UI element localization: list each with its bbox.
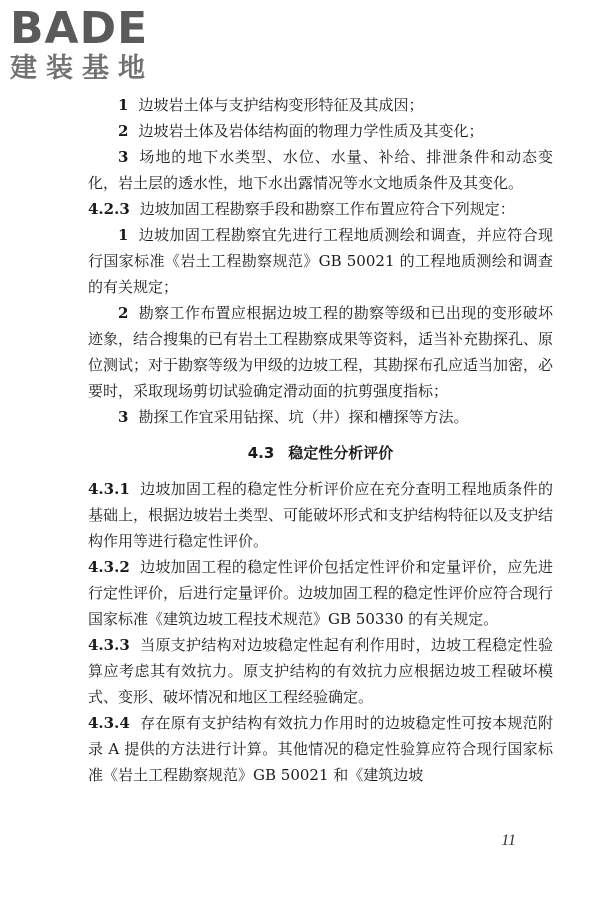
item-text: 勘察工作布置应根据边坡工程的勘察等级和已出现的变形破坏迹象，结合搜集的已有岩土工程勘察成果等资料，适当补充勘探孔、原位测试；对于勘察等级为甲级的边坡工程，其勘探布孔应适当加密，必要时，采取现场剪切试验确定滑动面的抗剪强度指标； — [88, 304, 554, 400]
item-text: 边坡加固工程勘察宜先进行工程地质测绘和调查，并应符合现行国家标准《岩土工程勘察规范》GB 50021 的工程地质测绘和调查的有关规定； — [88, 226, 553, 296]
list-item — [88, 300, 553, 404]
logo-brand-text: BADE — [10, 3, 149, 54]
clause-paragraph — [88, 476, 553, 554]
item-number: 3 — [118, 148, 129, 166]
clause-paragraph — [88, 710, 553, 788]
brand-logo — [10, 3, 180, 86]
clause-text: 边坡加固工程的稳定性评价包括定性评价和定量评价，应先进行定性评价，后进行定量评价。边坡加固工程的稳定性评价应符合现行国家标准《建筑边坡工程技术规范》GB 50330 的有关规定。 — [88, 558, 554, 628]
item-text: 边坡岩土体及岩体结构面的物理力学性质及其变化； — [138, 122, 484, 140]
clause-number: 4.3.4 — [88, 714, 130, 732]
section-heading — [88, 440, 553, 466]
item-number: 2 — [118, 304, 129, 322]
section-number: 4.3 — [247, 444, 275, 462]
list-item — [88, 222, 553, 300]
clause-number: 4.3.2 — [88, 558, 130, 576]
clause-text: 存在原有支护结构有效抗力作用时的边坡稳定性可按本规范附录 A 提供的方法进行计算。其他情况的稳定性验算应符合现行国家标准《岩土工程勘察规范》GB 50021 和《建筑边坡 — [88, 714, 553, 784]
section-title: 稳定性分析评价 — [288, 444, 394, 462]
item-number: 3 — [118, 408, 129, 426]
clause-number: 4.3.1 — [88, 480, 130, 498]
item-text: 边坡岩土体与支护结构变形特征及其成因； — [138, 96, 424, 114]
clause-text: 边坡加固工程勘察手段和勘察工作布置应符合下列规定： — [139, 200, 515, 218]
list-item — [88, 144, 553, 196]
logo-chinese-text: 建装基地 — [10, 53, 154, 84]
clause-paragraph — [88, 554, 553, 632]
clause-paragraph — [88, 196, 553, 222]
clause-paragraph — [88, 632, 553, 710]
clause-text: 当原支护结构对边坡稳定性起有利作用时，边坡工程稳定性验算应考虑其有效抗力。原支护结构的有效抗力应根据边坡工程破坏模式、变形、破坏情况和地区工程经验确定。 — [88, 636, 553, 706]
item-number: 2 — [118, 122, 129, 140]
list-item — [88, 118, 553, 144]
clause-text: 边坡加固工程的稳定性分析评价应在充分查明工程地质条件的基础上，根据边坡岩土类型、可能破坏形式和支护结构特征以及支护结构作用等进行稳定性评价。 — [88, 480, 554, 550]
list-item — [88, 404, 553, 430]
item-number: 1 — [118, 96, 129, 114]
item-number: 1 — [118, 226, 129, 244]
list-item — [88, 92, 553, 118]
clause-number: 4.3.3 — [88, 636, 130, 654]
document-body — [88, 92, 553, 788]
item-text: 勘探工作宜采用钻探、坑（井）探和槽探等方法。 — [138, 408, 469, 426]
item-text: 场地的地下水类型、水位、水量、补给、排泄条件和动态变化，岩土层的透水性，地下水出露情况等水文地质条件及其变化。 — [88, 148, 553, 192]
page-number: 11 — [501, 832, 516, 849]
clause-number: 4.2.3 — [88, 200, 130, 218]
